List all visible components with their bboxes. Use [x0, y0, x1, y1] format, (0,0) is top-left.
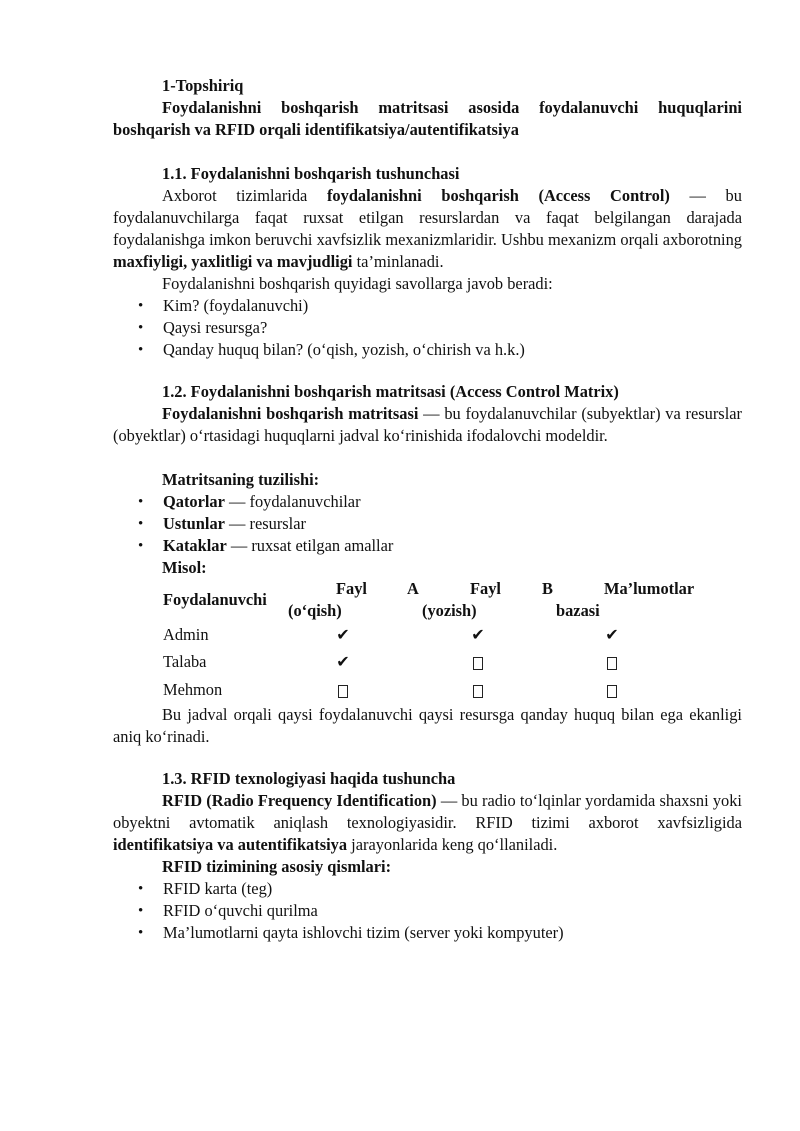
- table-header-file-a-letter: A: [407, 579, 419, 598]
- missing-glyph-box-icon: [597, 651, 627, 673]
- main-title: Foydalanishni boshqarish matritsasi asosida foydalanuvchi huquqlarini boshqarish va RFID orqali identifikatsiya/autentifikatsiya: [113, 98, 742, 139]
- table-header-file-b-letter: B: [542, 579, 553, 598]
- table-header-database-bottom: bazasi: [556, 601, 600, 620]
- table-header-file-a-top: Fayl: [336, 579, 367, 598]
- table-row-talaba-name: Talaba: [163, 652, 207, 671]
- missing-glyph-box-icon: [463, 679, 493, 701]
- table-header-file-b-top: Fayl: [470, 579, 501, 598]
- section-1-2-heading: 1.2. Foydalanishni boshqarish matritsasi (Access Control Matrix): [162, 382, 619, 401]
- rfid-parts-label: RFID tizimining asosiy qismlari:: [162, 857, 392, 876]
- table-header-user: Foydalanuvchi: [163, 590, 267, 609]
- table-header-file-a-bottom: (o‘qish): [288, 601, 342, 620]
- check-icon: ✔: [336, 652, 350, 671]
- section-1-1-intro: Foydalanishni boshqarish quyidagi savollarga javob beradi:: [162, 274, 553, 293]
- document-page: 1-Topshiriq Foydalanishni boshqarish matritsasi asosida foydalanuvchi huquqlarini boshqarish va RFID orqali identifikatsiya/autentifikatsiya 1.1. Foydalanishni boshqarish tushunchasi Axborot tizimlarida foydalanishni boshqarish (Access Control) — bu foydalanuvchilarga faqat ruxsat etilgan resurslardan va faqat belgilangan darajada foydalanishga imkon beruvchi xavfsizlik mexanizmlaridir. Ushbu mexanizm orqali axborotning maxfiyligi, yaxlitligi va mavjudligi ta’minlanadi. Foydalanishni boshqarish quyidagi savollarga javob beradi: • Kim? (foydalanuvchi) • Qaysi resursga? • Qanday huquq bilan? (o‘qish, yozish, o‘chirish va h.k.) 1.2. Foydalanishni boshqarish matritsasi (Access Control Matrix) Foydalanishni boshqarish matritsasi — bu foydalanuvchilar (subyektlar) va resurslar (obyektlar) o‘rtasidagi huquqlarni jadval ko‘rinishida ifodalovchi modeldir. Matritsaning tuzilishi: • Qatorlar — foydalanuvchilar • Ustunlar — resurslar • Kataklar — ruxsat etilgan amallar Misol: Foydalanuvchi Fayl A (o‘qish) Fayl B (yozish) Ma’lumotlar bazasi Admin ✔ ✔ ✔ Talaba ✔ Mehmon Bu jadval orqali qaysi foydalanuvchi qaysi resursga qanday huquq bilan ega ekanligi aniq ko‘rinadi. 1.3. RFID texnologiyasi haqida tushuncha RFID (Radio Frequency Identification) — bu radio to‘lqinlar yordamida shaxsni yoki obyektni avtomatik aniqlash texnologiyasidir. RFID tizimi axborot xavfsizligida identifikatsiya va autentifikatsiya jarayonlarida keng qo‘llaniladi. RFID tizimining asosiy qismlari: • RFID karta (teg) • RFID o‘quvchi qurilma • Ma’lumotlarni qayta ishlovchi tizim (server yoki kompyuter): [113, 76, 742, 942]
- missing-glyph-box-icon: [463, 651, 493, 673]
- table-note: Bu jadval orqali qaysi foydalanuvchi qaysi resursga qanday huquq bilan ega ekanligi aniq ko‘rinadi.: [113, 705, 742, 746]
- table-header-database-top: Ma’lumotlar: [604, 579, 695, 598]
- section-1-3-heading: 1.3. RFID texnologiyasi haqida tushuncha: [162, 769, 456, 788]
- example-label: Misol:: [162, 558, 207, 577]
- table-row-mehmon-name: Mehmon: [163, 680, 223, 699]
- check-icon: ✔: [471, 625, 485, 644]
- section-1-2-paragraph: Foydalanishni boshqarish matritsasi — bu foydalanuvchilar (subyektlar) va resurslar (obyektlar) o‘rtasidagi huquqlarni jadval ko‘rinishida ifodalovchi modeldir.: [113, 404, 742, 445]
- missing-glyph-box-icon: [328, 679, 358, 701]
- section-1-3-paragraph: RFID (Radio Frequency Identification) — bu radio to‘lqinlar yordamida shaxsni yoki obyektni avtomatik aniqlash texnologiyasidir. RFID tizimi axborot xavfsizligida identifikatsiya va autentifikatsiya jarayonlarida keng qo‘llaniladi.: [113, 791, 742, 854]
- task-title: 1-Topshiriq: [162, 76, 244, 95]
- missing-glyph-box-icon: [597, 679, 627, 701]
- check-icon: ✔: [605, 625, 619, 644]
- table-header-file-b-bottom: (yozish): [422, 601, 477, 620]
- section-1-1-heading: 1.1. Foydalanishni boshqarish tushunchasi: [162, 164, 460, 183]
- table-row-admin-name: Admin: [163, 625, 209, 644]
- section-1-1-paragraph: Axborot tizimlarida foydalanishni boshqarish (Access Control) — bu foydalanuvchilarga faqat ruxsat etilgan resurslardan va faqat belgilangan darajada foydalanishga imkon beruvchi xavfsizlik mexanizmlaridir. Ushbu mexanizm orqali axborotning maxfiyligi, yaxlitligi va mavjudligi ta’minlanadi.: [113, 186, 742, 271]
- check-icon: ✔: [336, 625, 350, 644]
- structure-label: Matritsaning tuzilishi:: [162, 470, 320, 489]
